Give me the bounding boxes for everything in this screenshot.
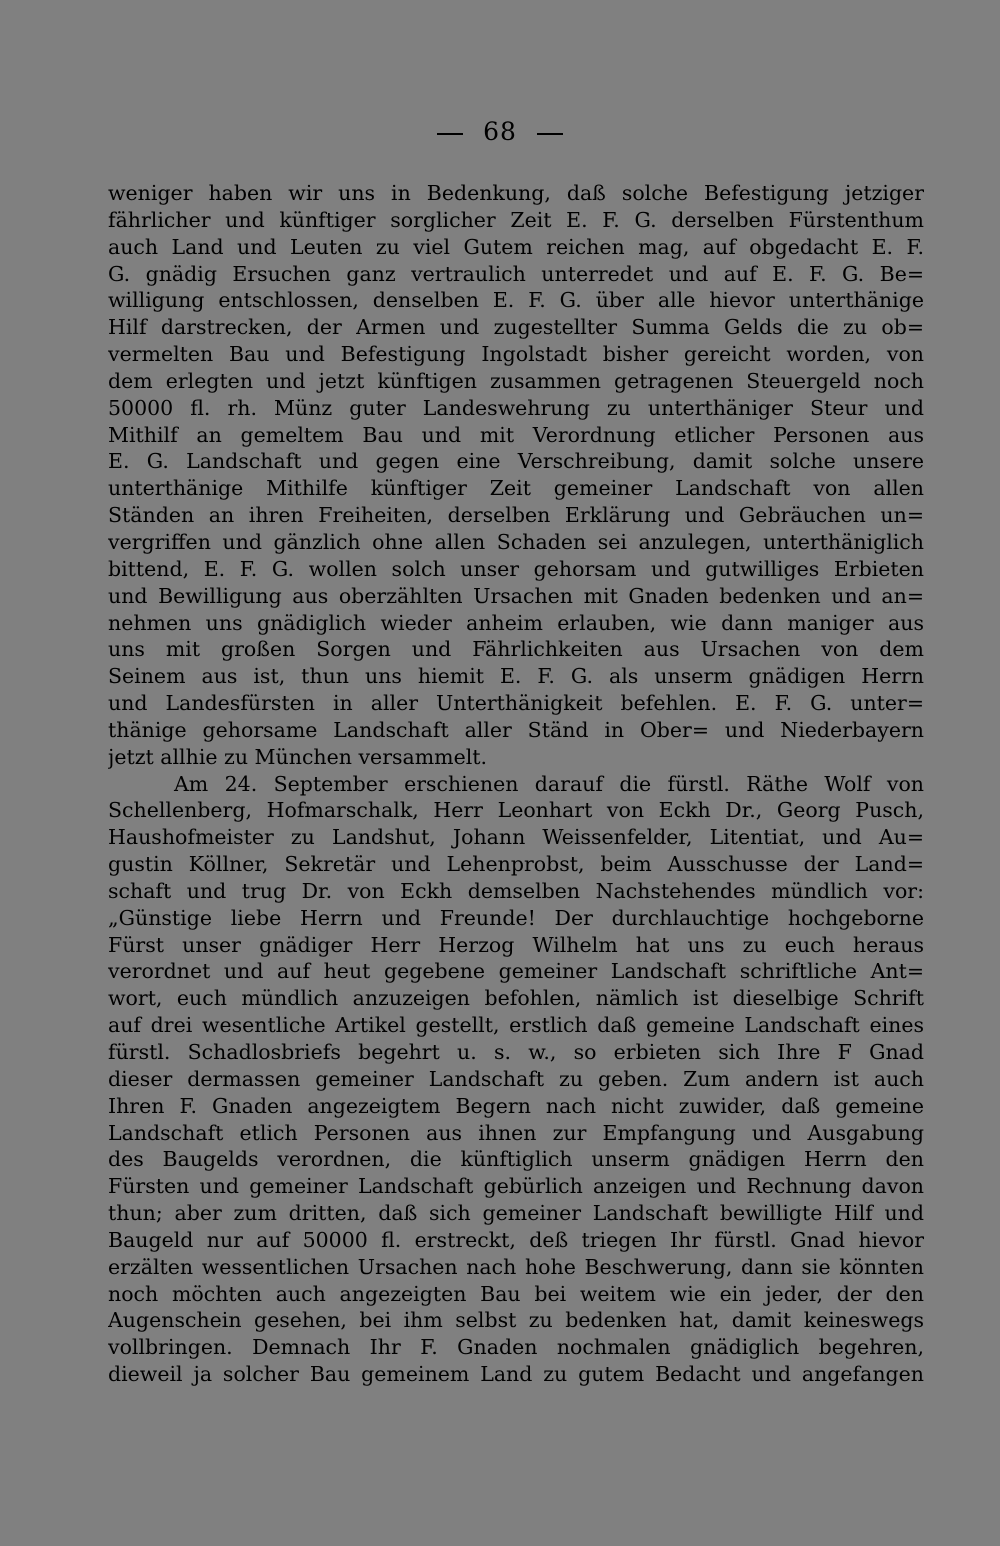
text-line: E. G. Landschaft und gegen eine Verschreibung, damit solche unsere	[108, 449, 924, 474]
text-line: dieweil ja solcher Bau gemeinem Land zu gutem Bedacht und angefangen	[108, 1362, 924, 1387]
text-line: vergriffen und gänzlich ohne allen Schaden sei anzulegen, unterthäniglich	[108, 529, 924, 554]
text-line: Mithilf an gemeltem Bau und mit Verordnung etlicher Personen aus	[108, 422, 924, 447]
text-line: auf drei wesentliche Artikel gestellt, erstlich daß gemeine Landschaft eines	[108, 1013, 924, 1038]
text-line: weniger haben wir uns in Bedenkung, daß solche Befestigung jetziger	[108, 181, 924, 205]
page-number: 68	[483, 117, 517, 146]
text-line: Ihren F. Gnaden angezeigtem Begern nach nicht zuwider, daß gemeine	[108, 1093, 924, 1118]
text-line: fürstl. Schadlosbriefs begehrt u. s. w., so erbieten sich Ihre F Gnad	[108, 1040, 924, 1064]
text-line: dieser dermassen gemeiner Landschaft zu geben. Zum andern ist auch	[108, 1066, 924, 1091]
text-line: wort, euch mündlich anzuzeigen befohlen, nämlich ist dieselbige Schrift	[108, 986, 924, 1011]
text-line: „Günstige liebe Herrn und Freunde! Der durchlauchtige hochgeborne	[108, 905, 924, 930]
text-line: fährlicher und künftiger sorglicher Zeit E. F. G. derselben Fürstenthum	[108, 207, 924, 232]
text-line: thänige gehorsame Landschaft aller Ständ in Ober= und Niederbayern	[108, 717, 924, 742]
text-line: Schellenberg, Hofmarschalk, Herr Leonhart von Eckh Dr., Georg Pusch,	[108, 798, 924, 823]
text-line: G. gnädig Ersuchen ganz vertraulich unterredet und auf E. F. G. Be=	[108, 261, 924, 286]
text-line: Baugeld nur auf 50000 fl. erstreckt, deß triegen Ihr fürstl. Gnad hievor	[108, 1227, 924, 1252]
text-line: Landschaft etlich Personen aus ihnen zur Empfangung und Ausgabung	[108, 1120, 924, 1145]
text-line: thun; aber zum dritten, daß sich gemeiner Landschaft bewilligte Hilf und	[108, 1201, 924, 1226]
text-line: Fürsten und gemeiner Landschaft gebürlich anzeigen und Rechnung davon	[108, 1174, 924, 1199]
text-line: Haushofmeister zu Landshut, Johann Weissenfelder, Litentiat, und Au=	[108, 825, 924, 850]
text-line: verordnet und auf heut gegebene gemeiner Landschaft schriftliche Ant=	[108, 959, 924, 984]
text-line-paragraph-start: Am 24. September erschienen darauf die fürstl. Räthe Wolf von	[174, 771, 924, 796]
text-line-paragraph-end: jetzt allhie zu München versammelt.	[108, 744, 488, 769]
text-line: schaft und trug Dr. von Eckh demselben Nachstehendes mündlich vor:	[108, 878, 924, 903]
text-line: erzälten wessentlichen Ursachen nach hohe Beschwerung, dann sie könnten	[108, 1254, 924, 1279]
text-line: Ständen an ihren Freiheiten, derselben Erklärung und Gebräuchen un=	[108, 503, 924, 528]
header-dash-left	[437, 133, 463, 135]
text-line: vollbringen. Demnach Ihr F. Gnaden nochmalen gnädiglich begehren,	[108, 1335, 924, 1360]
text-line: gustin Köllner, Sekretär und Lehenprobst, beim Ausschusse der Land=	[108, 852, 924, 877]
text-line: Hilf darstrecken, der Armen und zugestellter Summa Gelds die zu ob=	[108, 315, 924, 340]
text-line: und Landesfürsten in aller Unterthänigkeit befehlen. E. F. G. unter=	[108, 691, 924, 716]
text-line: noch möchten auch angezeigten Bau bei weitem wie ein jeder, der den	[108, 1281, 924, 1306]
text-line: vermelten Bau und Befestigung Ingolstadt bisher gereicht worden, von	[108, 342, 924, 367]
text-line: uns mit großen Sorgen und Fährlichkeiten aus Ursachen von dem	[108, 637, 924, 662]
page-header	[0, 112, 1000, 152]
text-line: und Bewilligung aus oberzählten Ursachen mit Gnaden bedenken und an=	[108, 583, 924, 608]
text-line: bittend, E. F. G. wollen solch unser gehorsam und gutwilliges Erbieten	[108, 556, 924, 581]
text-line: unterthänige Mithilfe künftiger Zeit gemeiner Landschaft von allen	[108, 476, 924, 501]
text-line: Fürst unser gnädiger Herr Herzog Wilhelm hat uns zu euch heraus	[108, 932, 924, 957]
text-line: nehmen uns gnädiglich wieder anheim erlauben, wie dann maniger aus	[108, 610, 924, 635]
text-line: dem erlegten und jetzt künftigen zusammen getragenen Steuergeld noch	[108, 368, 924, 393]
text-line: auch Land und Leuten zu viel Gutem reichen mag, auf obgedacht E. F.	[108, 234, 924, 259]
body-text	[108, 180, 924, 1388]
text-line: Seinem aus ist, thun uns hiemit E. F. G. als unserm gnädigen Herrn	[108, 664, 924, 689]
text-line: 50000 fl. rh. Münz guter Landeswehrung zu unterthäniger Steur und	[108, 395, 924, 420]
text-line: des Baugelds verordnen, die künftiglich unserm gnädigen Herrn den	[108, 1147, 924, 1172]
header-dash-right	[537, 133, 563, 135]
text-line: willigung entschlossen, denselben E. F. G. über alle hievor unterthänige	[108, 288, 924, 313]
text-line: Augenschein gesehen, bei ihm selbst zu bedenken hat, damit keineswegs	[108, 1308, 924, 1333]
